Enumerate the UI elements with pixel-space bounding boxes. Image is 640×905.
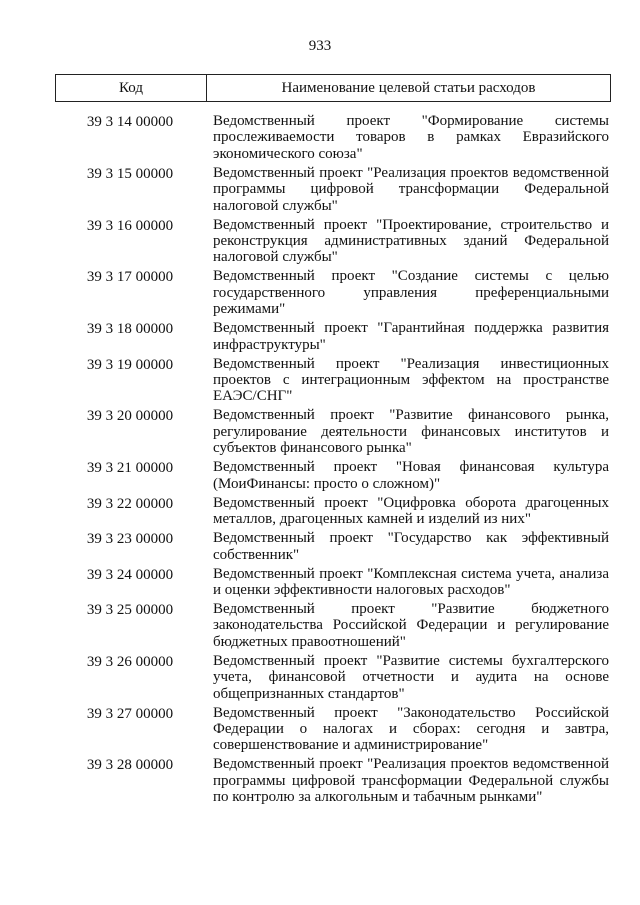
row-code: 39 3 26 00000	[86, 653, 174, 670]
row-name: Ведомственный проект "Государство как эффективный собственник"	[213, 530, 609, 563]
table-row	[55, 705, 611, 754]
row-code: 39 3 19 00000	[86, 356, 174, 373]
row-code: 39 3 16 00000	[86, 217, 174, 234]
row-name: Ведомственный проект "Реализация проектов ведомственной программы цифровой трансформации Федеральной налоговой службы"	[213, 164, 609, 214]
table-row	[55, 165, 611, 214]
row-code: 39 3 17 00000	[86, 269, 174, 286]
table-row	[55, 601, 611, 650]
row-code: 39 3 14 00000	[86, 114, 174, 130]
column-header-code: Код	[56, 75, 207, 101]
row-name: Ведомственный проект "Развитие бюджетного законодательства Российской Федерации и регулирование бюджетных правоотношений"	[213, 600, 609, 650]
row-name: Ведомственный проект "Новая финансовая культура (МоиФинансы: просто о сложном)"	[213, 459, 609, 492]
table-row	[55, 320, 611, 353]
row-code: 39 3 27 00000	[86, 705, 174, 722]
row-name: Ведомственный проект "Реализация инвестиционных проектов с интеграционным эффектом на пространстве ЕАЭС/СНГ"	[213, 355, 609, 405]
table-header	[55, 74, 611, 102]
row-name: Ведомственный проект "Реализация проектов ведомственной программы цифровой трансформации Федеральной службы по контролю за алкогольным и табачным рынками"	[213, 756, 609, 806]
table-row	[55, 459, 611, 492]
row-code: 39 3 25 00000	[86, 601, 174, 618]
table-body	[55, 113, 611, 808]
table-row	[55, 566, 611, 599]
table-row	[55, 530, 611, 563]
table-row	[55, 407, 611, 456]
column-header-name: Наименование целевой статьи расходов	[281, 79, 536, 96]
row-name: Ведомственный проект "Комплексная система учета, анализа и оценки эффективности налоговых расходов"	[213, 565, 609, 598]
table-row	[55, 495, 611, 528]
row-name: Ведомственный проект "Оцифровка оборота драгоценных металлов, драгоценных камней и изделий из них"	[213, 494, 609, 528]
row-code: 39 3 21 00000	[86, 460, 174, 477]
row-name: Ведомственный проект "Проектирование, строительство и реконструкция административных зданий Федеральной налоговой службы"	[213, 216, 609, 266]
row-name: Ведомственный проект "Гарантийная поддержка развития инфраструктуры"	[213, 320, 609, 353]
table-row	[55, 268, 611, 317]
table-row	[55, 217, 611, 266]
row-code: 39 3 22 00000	[86, 495, 174, 512]
row-code: 39 3 24 00000	[86, 566, 174, 583]
table-row	[55, 653, 611, 702]
row-code: 39 3 20 00000	[86, 408, 174, 425]
table-row	[55, 113, 611, 162]
row-name: Ведомственный проект "Развитие финансового рынка, регулирование деятельности финансовых институтов и субъектов финансового рынка"	[213, 407, 609, 457]
row-name: Ведомственный проект "Создание системы с целью государственного управления преференциальными режимами"	[213, 268, 609, 318]
row-code: 39 3 28 00000	[86, 757, 174, 774]
row-code: 39 3 15 00000	[86, 165, 174, 182]
row-name: Ведомственный проект "Законодательство Российской Федерации о налогах и сборах: сегодня и завтра, совершенствование и администрирование"	[213, 704, 609, 754]
page-number: 933	[308, 38, 332, 54]
table-row	[55, 356, 611, 405]
row-code: 39 3 18 00000	[86, 321, 174, 338]
row-name: Ведомственный проект "Развитие системы бухгалтерского учета, финансовой отчетности и аудита на основе общепризнанных стандартов"	[213, 652, 609, 702]
row-name: Ведомственный проект "Формирование системы прослеживаемости товаров в рамках Евразийского экономического союза"	[213, 113, 609, 162]
row-code: 39 3 23 00000	[86, 531, 174, 548]
table-row	[55, 756, 611, 805]
